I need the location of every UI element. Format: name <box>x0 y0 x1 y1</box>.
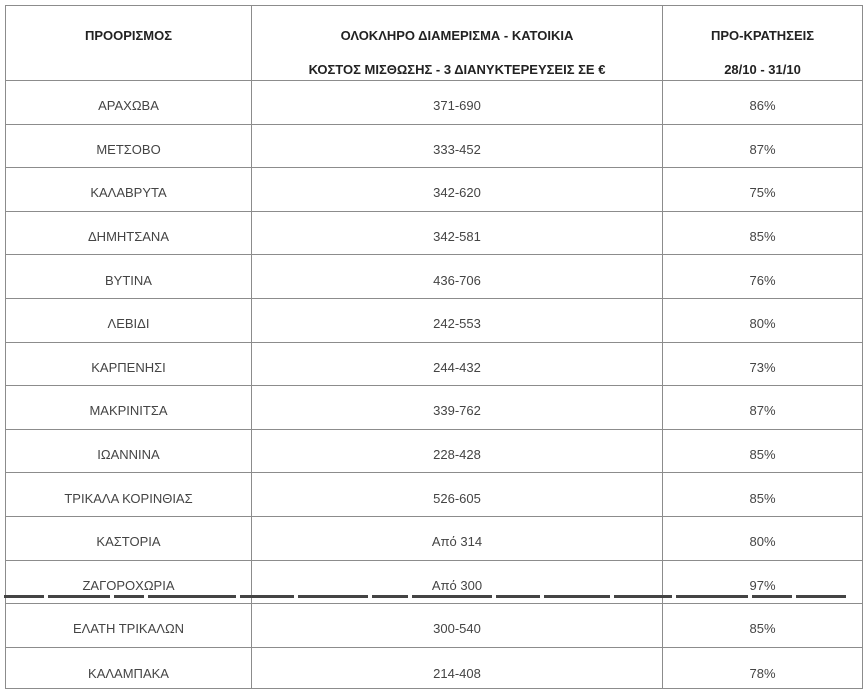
cell-cost: 244-432 <box>252 342 663 386</box>
cell-cost: 214-408 <box>252 647 663 688</box>
header-cost <box>252 6 663 81</box>
cell-destination: ΒΥΤΙΝΑ <box>6 255 252 299</box>
cell-bookings: 78% <box>663 647 863 688</box>
cell-bookings: 97% <box>663 560 863 604</box>
cell-destination: ΕΛΑΤΗ ΤΡΙΚΑΛΩΝ <box>6 604 252 648</box>
header-destination <box>6 6 252 81</box>
cell-cost: 228-428 <box>252 429 663 473</box>
table-row <box>6 211 863 255</box>
cell-destination: ΙΩΑΝΝΙΝΑ <box>6 429 252 473</box>
table-row <box>6 255 863 299</box>
cell-cost: 436-706 <box>252 255 663 299</box>
cell-bookings: 85% <box>663 604 863 648</box>
cell-bookings: 75% <box>663 168 863 212</box>
table-row <box>6 604 863 648</box>
cell-bookings: 76% <box>663 255 863 299</box>
table-row <box>6 124 863 168</box>
table-row <box>6 516 863 560</box>
cell-bookings: 87% <box>663 124 863 168</box>
cell-destination: ΜΕΤΣΟΒΟ <box>6 124 252 168</box>
cropped-footnote-text <box>4 592 864 599</box>
table-row <box>6 298 863 342</box>
cell-bookings: 86% <box>663 81 863 125</box>
table-row <box>6 429 863 473</box>
cell-cost: 371-690 <box>252 81 663 125</box>
cell-destination: ΖΑΓΟΡΟΧΩΡΙΑ <box>6 560 252 604</box>
cell-destination: ΤΡΙΚΑΛΑ ΚΟΡΙΝΘΙΑΣ <box>6 473 252 517</box>
cell-cost: 342-581 <box>252 211 663 255</box>
table-row <box>6 647 863 688</box>
destinations-table <box>5 5 863 689</box>
cell-destination: ΚΑΛΑΜΠΑΚΑ <box>6 647 252 688</box>
header-cost-subtitle: ΚΟΣΤΟΣ ΜΙΣΘΩΣΗΣ - 3 ΔΙΑΝΥΚΤΕΡΕΥΣΕΙΣ ΣΕ € <box>308 62 606 77</box>
cell-bookings: 80% <box>663 298 863 342</box>
cell-destination: ΛΕΒΙΔΙ <box>6 298 252 342</box>
cell-destination: ΔΗΜΗΤΣΑΝΑ <box>6 211 252 255</box>
header-bookings <box>663 6 863 81</box>
cell-cost: 242-553 <box>252 298 663 342</box>
header-bookings-title: ΠΡΟ-ΚΡΑΤΗΣΕΙΣ <box>710 28 815 43</box>
cell-destination: ΚΑΛΑΒΡΥΤΑ <box>6 168 252 212</box>
table-row <box>6 168 863 212</box>
cell-bookings: 85% <box>663 473 863 517</box>
cell-bookings: 85% <box>663 429 863 473</box>
cell-cost: 300-540 <box>252 604 663 648</box>
cell-cost: Από 300 <box>252 560 663 604</box>
cell-destination: ΜΑΚΡΙΝΙΤΣΑ <box>6 386 252 430</box>
cell-destination: ΚΑΡΠΕΝΗΣΙ <box>6 342 252 386</box>
cell-bookings: 80% <box>663 516 863 560</box>
cell-bookings: 85% <box>663 211 863 255</box>
table-row <box>6 81 863 125</box>
cell-destination: ΚΑΣΤΟΡΙΑ <box>6 516 252 560</box>
cell-bookings: 87% <box>663 386 863 430</box>
cell-bookings: 73% <box>663 342 863 386</box>
table-header-row <box>6 6 863 81</box>
header-destination-label: ΠΡΟΟΡΙΣΜΟΣ <box>84 28 173 43</box>
table-row <box>6 473 863 517</box>
cell-cost: 339-762 <box>252 386 663 430</box>
cell-cost: 342-620 <box>252 168 663 212</box>
cell-cost: 526-605 <box>252 473 663 517</box>
cell-destination: ΑΡΑΧΩΒΑ <box>6 81 252 125</box>
cell-cost: Από 314 <box>252 516 663 560</box>
table-row <box>6 386 863 430</box>
cell-cost: 333-452 <box>252 124 663 168</box>
header-bookings-dates: 28/10 - 31/10 <box>724 62 801 77</box>
table-row <box>6 342 863 386</box>
header-cost-title: ΟΛΟΚΛΗΡΟ ΔΙΑΜΕΡΙΣΜΑ - ΚΑΤΟΙΚΙΑ <box>340 28 574 43</box>
